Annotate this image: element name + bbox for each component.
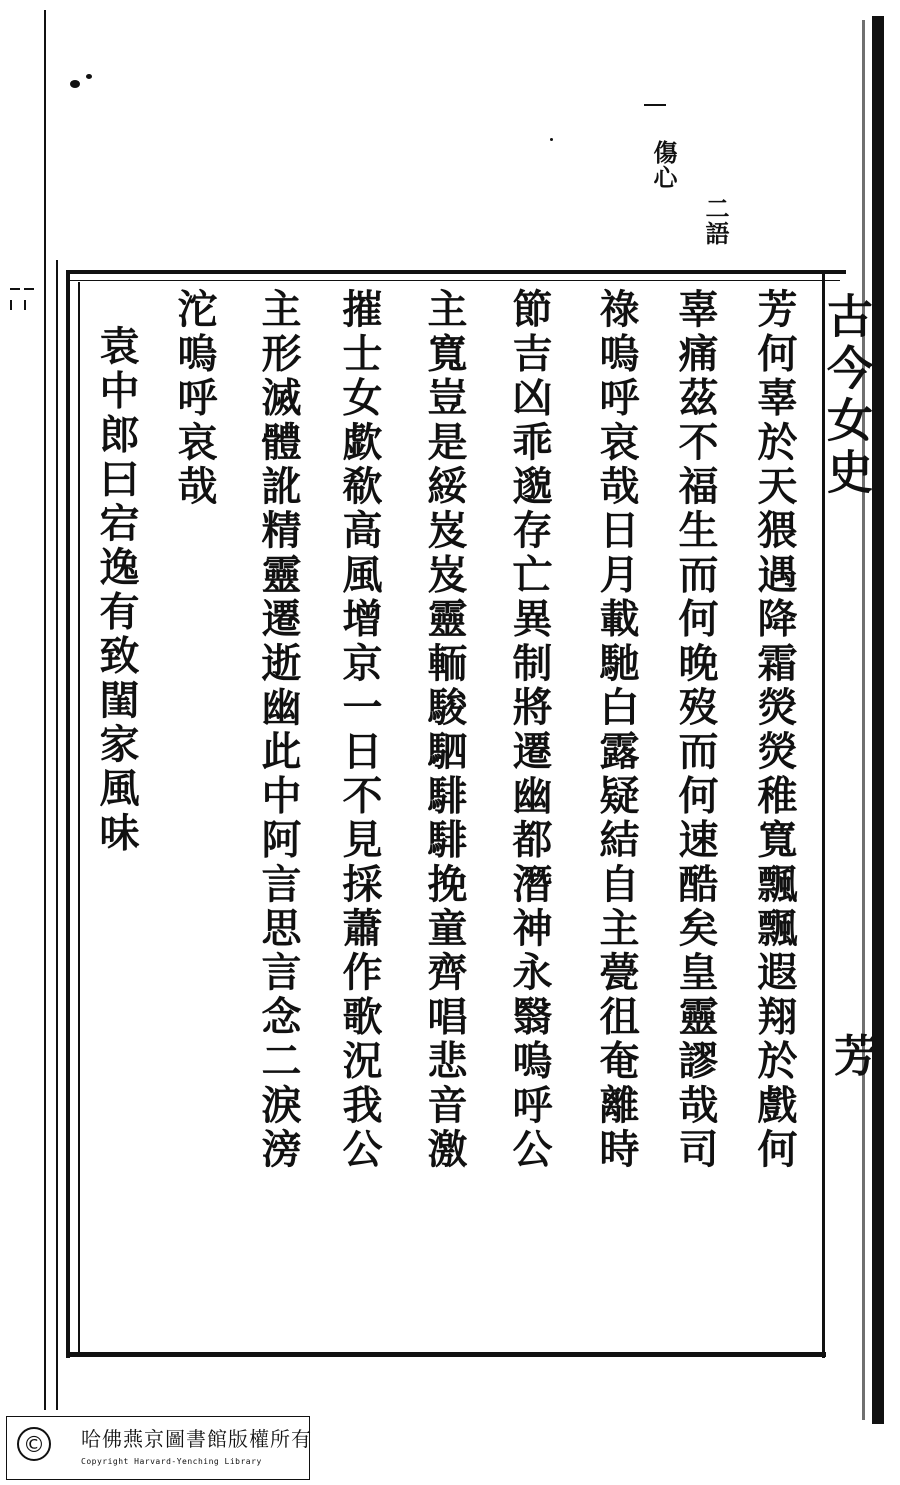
margin-title: 古今女史 <box>820 292 874 500</box>
text-column-4: 節吉凶乖邈存亡異制將遷幽都潛神永翳嗚呼公 <box>506 288 553 1172</box>
ink-speck <box>550 138 553 141</box>
right-border-shadow <box>862 20 865 1420</box>
annotation-line-2: 傷心 <box>649 140 678 190</box>
text-column-2: 辜痛茲不福生而何晚歿而何速酷矣皇靈謬哉司 <box>672 288 719 1172</box>
right-page-edge <box>872 16 884 1424</box>
ink-speck <box>86 74 92 79</box>
annotation-line-1: 二語 <box>701 196 730 246</box>
text-column-1: 芳何辜於天猥遇降霜熒熒稚寬飄飄遐翔於戲何 <box>751 288 798 1172</box>
frame-left-rule <box>66 270 70 1358</box>
copyright-chinese: 哈佛燕京圖書館版權所有 <box>81 1427 312 1451</box>
frame-top-rule <box>66 270 846 274</box>
text-column-8: 沱嗚呼哀哉 <box>171 288 218 509</box>
margin-dash <box>10 300 12 310</box>
frame-top-inner-rule <box>70 280 840 281</box>
margin-dash <box>24 288 34 290</box>
ink-speck <box>70 80 80 88</box>
text-column-6: 摧士女歔欷高風增京一日不見採蕭作歌況我公 <box>336 288 383 1172</box>
margin-dash <box>10 288 20 290</box>
copyright-english: Copyright Harvard-Yenching Library <box>81 1457 262 1466</box>
text-column-7: 主形滅體訛精靈遷逝幽此中阿言思言念二淚滂 <box>255 288 302 1172</box>
ink-stroke <box>644 104 666 106</box>
copyright-icon: © <box>17 1427 51 1461</box>
frame-bottom-rule <box>66 1352 826 1357</box>
text-column-3: 祿嗚呼哀哉日月載馳白露疑結自主甍徂奄離時 <box>593 288 640 1172</box>
copyright-stamp <box>6 1416 310 1480</box>
margin-page-mark: 芳 <box>834 1031 878 1082</box>
frame-left-inner-rule <box>78 282 80 1354</box>
left-inner-rule <box>56 260 58 1410</box>
margin-dash <box>24 300 26 310</box>
left-page-edge-line <box>44 10 46 1410</box>
commentary-column: 袁中郎曰宕逸有致閨家風味 <box>93 325 140 856</box>
text-column-5: 主寬豈是綏岌岌靈輀駿駟騑騑挽童齊唱悲音激 <box>421 288 468 1172</box>
